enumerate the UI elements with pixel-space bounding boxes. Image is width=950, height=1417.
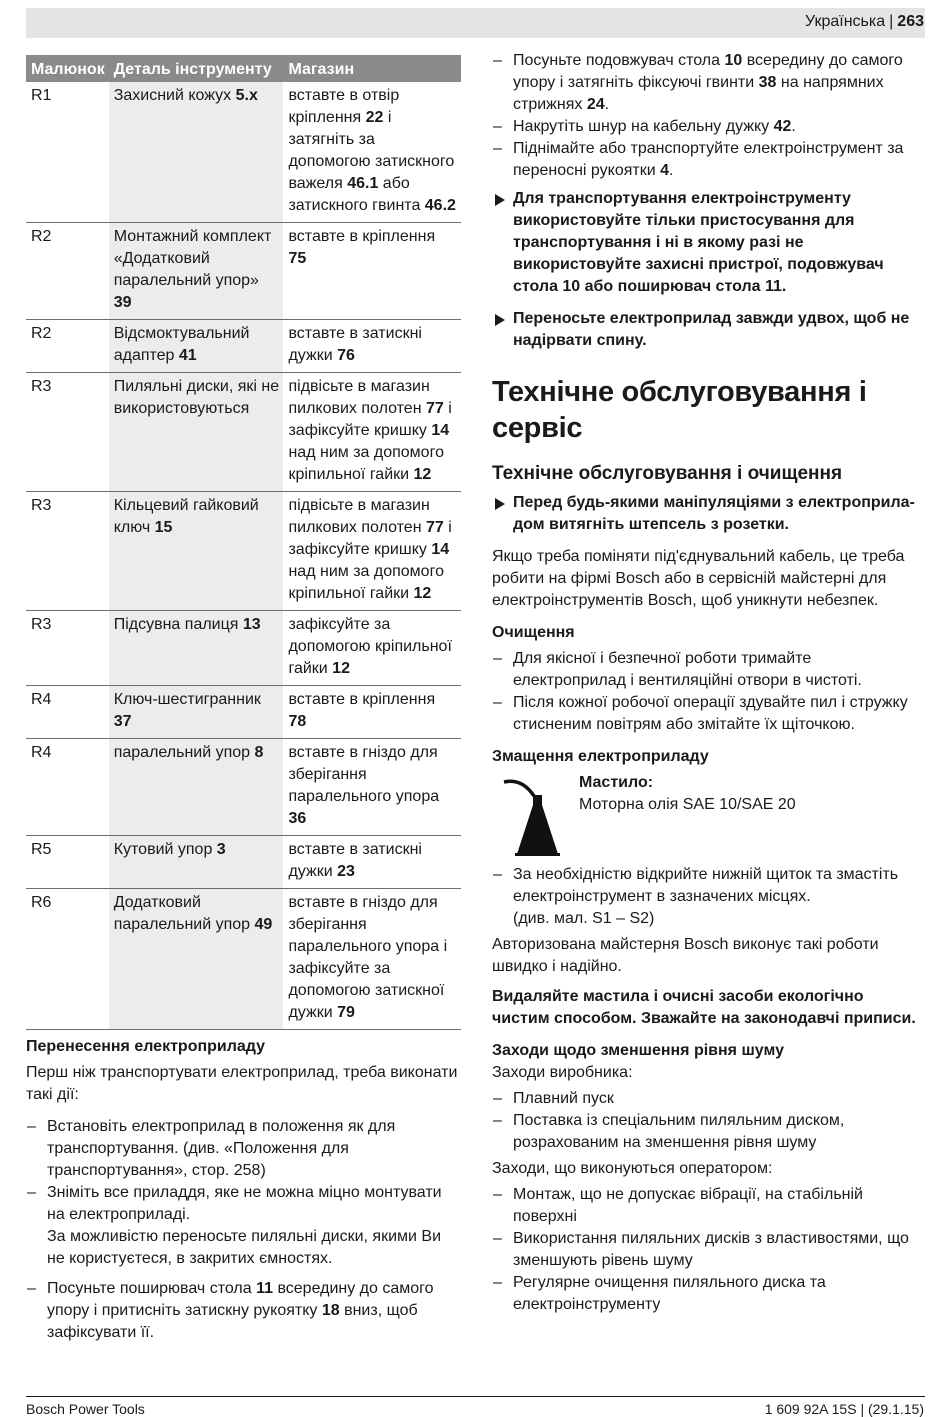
table-cell-part: Ключ-шестигранник 37 bbox=[109, 686, 284, 739]
list-item-text: Зніміть все приладдя, яке не можна міцно монтувати на електроприладі. bbox=[47, 1184, 442, 1223]
list-item: – Після кожної робочої операції здувайте пил і стружку стисненим повітрям або змітайте їх щіточкою. bbox=[492, 692, 925, 736]
table-cell-part: Кутовий упор 3 bbox=[109, 836, 284, 889]
table-cell-part: Захисний кожух 5.x bbox=[109, 82, 284, 223]
lubricant-value: Моторна олія SAE 10/SAE 20 bbox=[579, 796, 796, 813]
table-row bbox=[26, 611, 461, 686]
section-title: Технічне обслуговування і сервіс bbox=[492, 376, 867, 444]
page-header-bar bbox=[26, 8, 925, 38]
list-item: – Використання пиляльних дисків з властивостями, що зменшують рівень шуму bbox=[492, 1228, 925, 1272]
footer-brand: Bosch Power Tools bbox=[26, 1401, 145, 1417]
list-item: – Для якісної і безпечної роботи тримайте електроприлад і вентиляційні отвори в чистоті. bbox=[492, 648, 925, 692]
table-header-row bbox=[26, 55, 461, 82]
page-number: 263 bbox=[897, 13, 924, 30]
table-cell-figure: R4 bbox=[26, 686, 109, 739]
warning-unplug bbox=[492, 492, 925, 536]
disposal-note: Видаляйте мастила і очисні засоби екологічно чистим способом. Зважайте на законодавчі приписи. bbox=[492, 988, 916, 1027]
left-column bbox=[26, 55, 461, 1344]
bosch-service-note: Авторизована майстерня Bosch виконує такі роботи швидко і надійно. bbox=[492, 936, 879, 975]
table-row bbox=[26, 739, 461, 836]
cleaning-list bbox=[492, 648, 925, 736]
right-column bbox=[492, 50, 925, 1316]
lubrication-heading: Змащення електроприладу bbox=[492, 748, 709, 765]
list-item: – Встановіть електроприлад в положення як для транспортування. (див. «Положення для транспортування», стор. 258) bbox=[26, 1116, 461, 1182]
table-cell-storage: вставте в гніздо для зберігання паралельного упора 36 bbox=[283, 739, 461, 836]
table-row bbox=[26, 836, 461, 889]
list-item: – Піднімайте або транспортуйте електроінструмент за переносні рукоятки 4. bbox=[492, 138, 925, 182]
triangle-bullet-icon bbox=[495, 194, 505, 206]
table-cell-figure: R6 bbox=[26, 889, 109, 1030]
table-header-storage: Магазин bbox=[283, 55, 461, 82]
table-row bbox=[26, 320, 461, 373]
table-row bbox=[26, 223, 461, 320]
table-header-figure: Малюнок bbox=[26, 55, 109, 82]
noise-heading: Заходи щодо зменшення рівня шуму bbox=[492, 1042, 784, 1059]
footer-doc-code: 1 609 92A 15S | (29.1.15) bbox=[764, 1401, 924, 1417]
table-cell-storage: підвісьте в магазин пилкових полотен 77 і зафіксуйте кришку 14 над ним за допомого кріпильної гайки 12 bbox=[283, 373, 461, 492]
table-cell-part: Підсувна палиця 13 bbox=[109, 611, 284, 686]
page-header bbox=[805, 12, 924, 32]
storage-table bbox=[26, 55, 461, 1030]
table-cell-part: Відсмоктувальний адаптер 41 bbox=[109, 320, 284, 373]
maker-measures-list bbox=[492, 1088, 925, 1154]
subsection-title: Технічне обслуговування і очищення bbox=[492, 463, 843, 484]
warning-carry-two bbox=[492, 308, 925, 352]
warning-text: Перед будь-якими маніпуляціями з електроприла-дом витягніть штепсель з розетки. bbox=[513, 494, 915, 533]
list-item: – Плавний пуск bbox=[492, 1088, 925, 1110]
table-header-part: Деталь інструменту bbox=[109, 55, 284, 82]
lubricant-label: Мастило: bbox=[579, 774, 654, 791]
table-cell-figure: R4 bbox=[26, 739, 109, 836]
transport-list bbox=[26, 1116, 461, 1344]
list-item: – Посуньте подовжувач стола 10 всередину до самого упору і затягніть фіксуючі гвинти 38 на напрямних стрижнях 24. bbox=[492, 50, 925, 116]
operator-measures-list bbox=[492, 1184, 925, 1316]
table-cell-storage: вставте в кріплення 78 bbox=[283, 686, 461, 739]
footer-rule bbox=[26, 1396, 925, 1397]
header-language: Українська bbox=[805, 13, 886, 30]
list-item: – Накрутіть шнур на кабельну дужку 42. bbox=[492, 116, 925, 138]
table-cell-part: Монтажний комплект «Додатковий паралельний упор» 39 bbox=[109, 223, 284, 320]
table-cell-storage: вставте в гніздо для зберігання паралельного упора і зафіксуйте за допомогою затискної дужки 79 bbox=[283, 889, 461, 1030]
figure-reference: (див. мал. S1 – S2) bbox=[513, 910, 655, 927]
table-cell-figure: R3 bbox=[26, 373, 109, 492]
operator-measures-label: Заходи, що виконуються оператором: bbox=[492, 1160, 773, 1177]
list-item-note: За можливістю переносьте пиляльні диски, якими Ви не користуєтеся, в закритих ємностях. bbox=[47, 1228, 442, 1267]
table-cell-part: Додатковий паралельний упор 49 bbox=[109, 889, 284, 1030]
table-cell-storage: підвісьте в магазин пилкових полотен 77 і зафіксуйте кришку 14 над ним за допомого кріпильної гайки 12 bbox=[283, 492, 461, 611]
warning-transport-devices bbox=[492, 188, 925, 298]
table-cell-figure: R2 bbox=[26, 223, 109, 320]
table-cell-storage: вставте в кріплення 75 bbox=[283, 223, 461, 320]
table-cell-part: Кільцевий гайковий ключ 15 bbox=[109, 492, 284, 611]
transport-intro: Перш ніж транспортувати електроприлад, треба виконати такі дії: bbox=[26, 1064, 458, 1103]
lubricant-info bbox=[492, 772, 925, 856]
header-separator: | bbox=[889, 13, 894, 30]
table-row bbox=[26, 686, 461, 739]
lubrication-list bbox=[492, 864, 925, 930]
table-cell-part: Пиляльні диски, які не використовуються bbox=[109, 373, 284, 492]
list-item: – Монтаж, що не допускає вібрації, на стабільній поверхні bbox=[492, 1184, 925, 1228]
lubricant-text bbox=[579, 772, 796, 816]
table-cell-storage: вставте в отвір кріплення 22 і затягніть за допомогою затискного важеля 46.1 або затискного гвинта 46.2 bbox=[283, 82, 461, 223]
list-item: – Поставка із спеціальним пиляльним диском, розрахованим на зменшення рівня шуму bbox=[492, 1110, 925, 1154]
list-item bbox=[26, 1182, 461, 1270]
triangle-bullet-icon bbox=[495, 314, 505, 326]
table-cell-storage: вставте в затискні дужки 76 bbox=[283, 320, 461, 373]
warning-text: Переносьте електроприлад завжди удвох, щоб не надірвати спину. bbox=[513, 310, 910, 349]
cable-note: Якщо треба поміняти під'єднувальний кабель, це треба робити на фірмі Bosch або в сервісній майстерні для електроінструментів Bosch, щоб уникнути небезпек. bbox=[492, 548, 905, 609]
table-cell-part: паралельний упор 8 bbox=[109, 739, 284, 836]
table-row bbox=[26, 373, 461, 492]
table-cell-figure: R5 bbox=[26, 836, 109, 889]
table-cell-figure: R3 bbox=[26, 611, 109, 686]
table-cell-figure: R2 bbox=[26, 320, 109, 373]
transport-heading: Перенесення електроприладу bbox=[26, 1038, 266, 1055]
table-cell-figure: R3 bbox=[26, 492, 109, 611]
table-row bbox=[26, 889, 461, 1030]
table-cell-storage: зафіксуйте за допомогою кріпильної гайки 12 bbox=[283, 611, 461, 686]
table-cell-storage: вставте в затискні дужки 23 bbox=[283, 836, 461, 889]
triangle-bullet-icon bbox=[495, 498, 505, 510]
transport-list-continued bbox=[492, 50, 925, 182]
warning-text: Для транспортування електроінструменту використовуйте тільки пристосування для транспортування і ні в якому разі не використовуйте захисні пристрої, подовжувач стола 10 або поширювач стола 11. bbox=[513, 190, 884, 295]
table-row bbox=[26, 492, 461, 611]
maker-measures-label: Заходи виробника: bbox=[492, 1064, 633, 1081]
table-row bbox=[26, 82, 461, 223]
cleaning-heading: Очищення bbox=[492, 624, 575, 641]
table-cell-figure: R1 bbox=[26, 82, 109, 223]
table-body bbox=[26, 82, 461, 1030]
list-item: – За необхідністю відкрийте нижній щиток та змастіть електроінструмент в зазначених місцях. (див. мал. S1 – S2) bbox=[492, 864, 925, 930]
list-item: – Посуньте поширювач стола 11 всередину до самого упору і притисніть затискну рукоятку 18 вниз, щоб зафіксувати її. bbox=[26, 1278, 461, 1344]
oil-can-icon bbox=[502, 774, 562, 856]
list-item: – Регулярне очищення пиляльного диска та електроінструменту bbox=[492, 1272, 925, 1316]
